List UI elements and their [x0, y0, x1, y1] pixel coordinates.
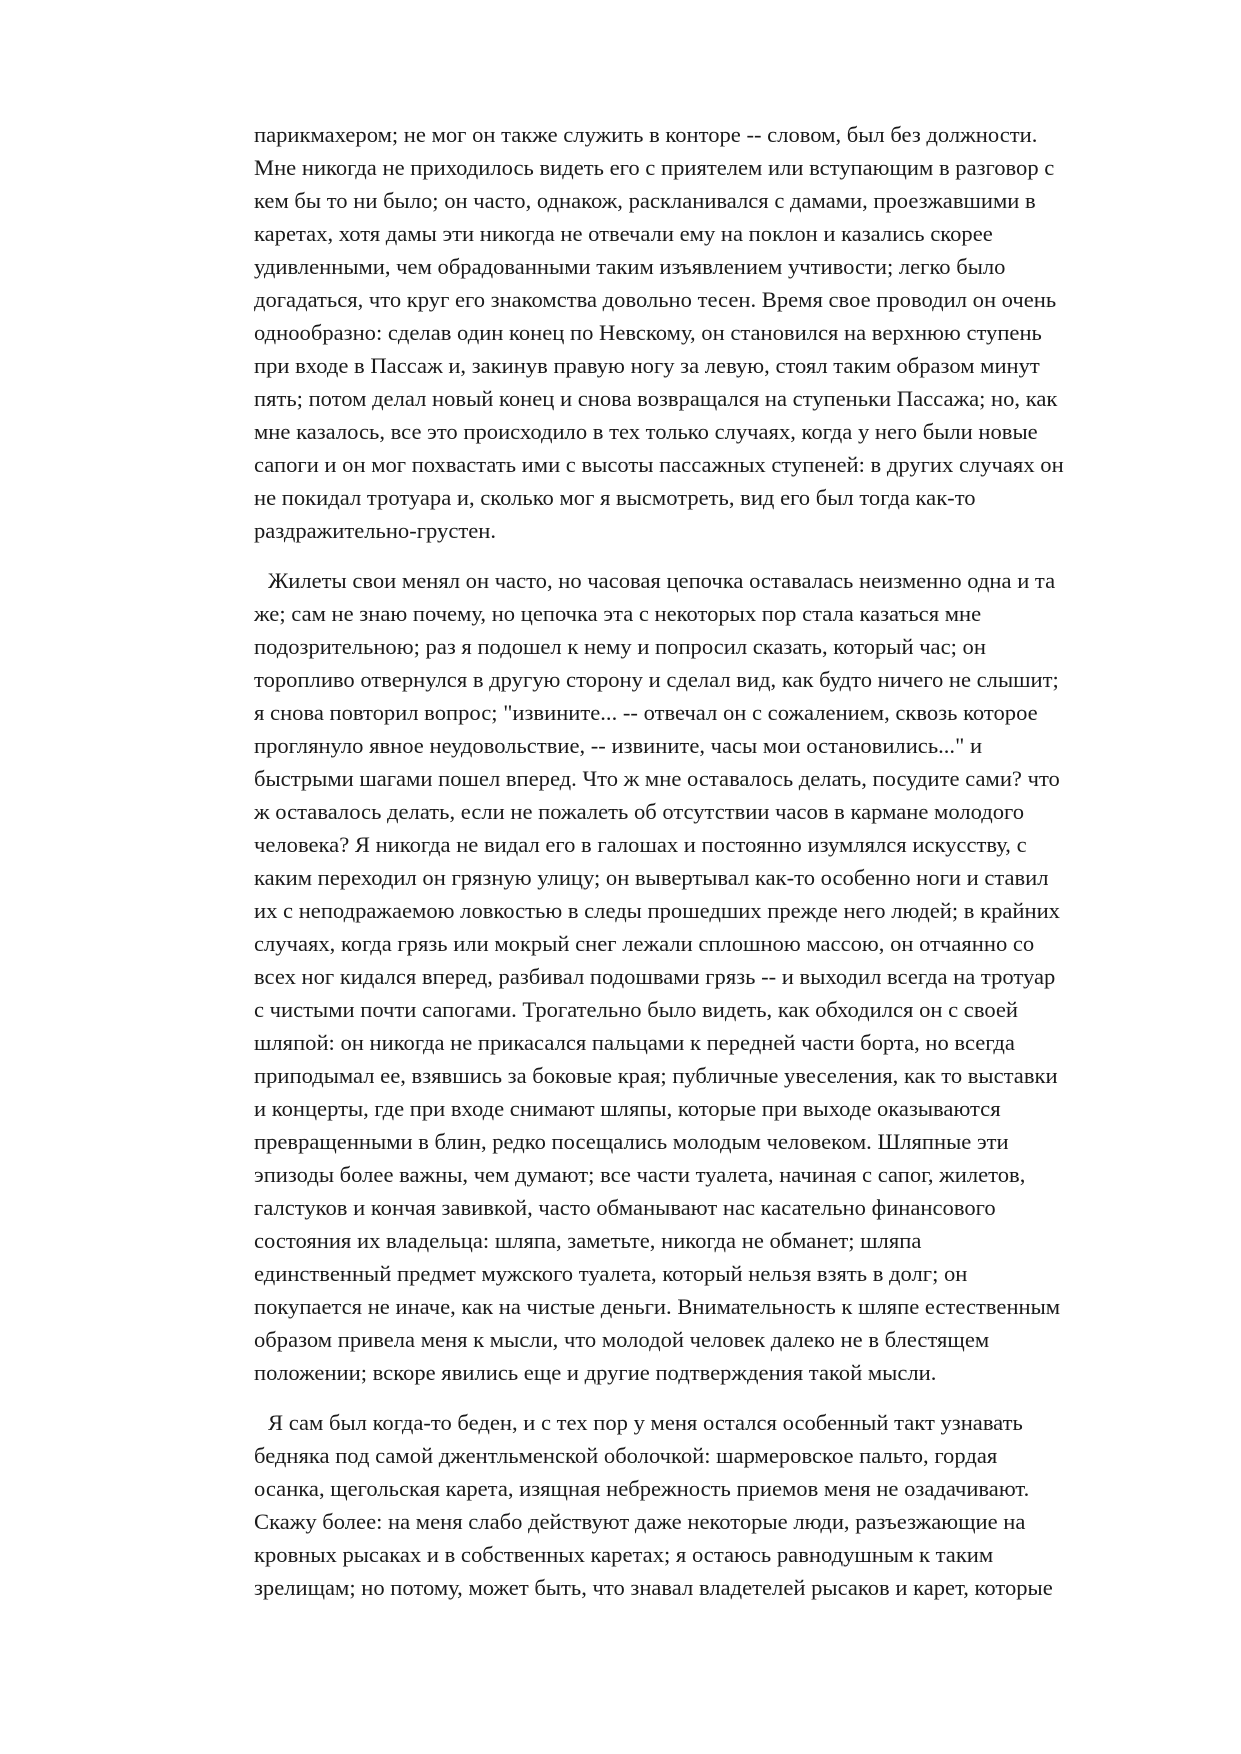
text-line: не покидал тротуара и, сколько мог я высмотреть, вид его был тогда как-то: [254, 485, 976, 510]
text-line: шляпой: он никогда не прикасался пальцами к передней части борта, но всегда: [254, 1030, 1015, 1055]
text-line: случаях, когда грязь или мокрый снег лежали сплошною массою, он отчаянно со: [254, 931, 1035, 956]
text-line: их с неподражаемою ловкостью в следы прошедших прежде него людей; в крайних: [254, 898, 1060, 923]
text-line: зрелищам; но потому, может быть, что знавал владетелей рысаков и карет, которые: [254, 1575, 1053, 1600]
text-line: раздражительно-грустен.: [254, 518, 496, 543]
text-line: Мне никогда не приходилось видеть его с приятелем или вступающим в разговор с: [254, 155, 1055, 180]
text-line: же; сам не знаю почему, но цепочка эта с некоторых пор стала казаться мне: [254, 601, 982, 626]
text-line: образом привела меня к мысли, что молодой человек далеко не в блестящем: [254, 1327, 990, 1352]
text-line: состояния их владельца: шляпа, заметьте, никогда не обманет; шляпа: [254, 1228, 922, 1253]
text-line: положении; вскоре явились еще и другие подтверждения такой мысли.: [254, 1360, 937, 1385]
text-line: Скажу более: на меня слабо действуют даже некоторые люди, разъезжающие на: [254, 1509, 1026, 1534]
paragraph-3: [254, 1406, 1154, 1604]
text-line: покупается не иначе, как на чистые деньги. Внимательность к шляпе естественным: [254, 1294, 1061, 1319]
text-line: сапоги и он мог похвастать ими с высоты пассажных ступеней: в других случаях он: [254, 452, 1064, 477]
text-line: каретах, хотя дамы эти никогда не отвечали ему на поклон и казались скорее: [254, 221, 993, 246]
text-line: пять; потом делал новый конец и снова возвращался на ступеньки Пассажа; но, как: [254, 386, 1058, 411]
text-line: человека? Я никогда не видал его в галошах и постоянно изумлялся искусству, с: [254, 832, 1027, 857]
text-line: галстуков и кончая завивкой, часто обманывают нас касательно финансового: [254, 1195, 996, 1220]
text-line: кем бы то ни было; он часто, однакож, раскланивался с дамами, проезжавшими в: [254, 188, 1036, 213]
text-line: Жилеты свои менял он часто, но часовая цепочка оставалась неизменно одна и та: [268, 568, 1056, 593]
text-line: бедняка под самой джентльменской оболочкой: шармеровское пальто, гордая: [254, 1443, 998, 1468]
text-line: быстрыми шагами пошел вперед. Что ж мне оставалось делать, посудите сами? что: [254, 766, 1060, 791]
paragraph-1: [254, 118, 1154, 547]
text-line: я снова повторил вопрос; "извините... -- отвечал он с сожалением, сквозь которое: [254, 700, 1038, 725]
text-line: подозрительною; раз я подошел к нему и попросил сказать, который час; он: [254, 634, 986, 659]
text-line: и концерты, где при входе снимают шляпы, которые при выходе оказываются: [254, 1096, 1001, 1121]
paragraph-2: [254, 564, 1154, 1389]
text-line: кровных рысаках и в собственных каретах; я остаюсь равнодушным к таким: [254, 1542, 994, 1567]
text-line: догадаться, что круг его знакомства довольно тесен. Время свое проводил он очень: [254, 287, 1057, 312]
text-line: единственный предмет мужского туалета, который нельзя взять в долг; он: [254, 1261, 968, 1286]
text-line: мне казалось, все это происходило в тех только случаях, когда у него были новые: [254, 419, 1038, 444]
text-block: [254, 118, 1154, 1604]
text-line: всех ног кидался вперед, разбивал подошвами грязь -- и выходил всегда на тротуар: [254, 964, 1056, 989]
text-line: осанка, щегольская карета, изящная небрежность приемов меня не озадачивают.: [254, 1476, 1030, 1501]
text-line: удивленными, чем обрадованными таким изъявлением учтивости; легко было: [254, 254, 1006, 279]
text-line: торопливо отвернулся в другую сторону и сделал вид, как будто ничего не слышит;: [254, 667, 1059, 692]
text-line: при входе в Пассаж и, закинув правую ногу за левую, стоял таким образом минут: [254, 353, 1040, 378]
text-line: однообразно: сделав один конец по Невскому, он становился на верхнюю ступень: [254, 320, 1042, 345]
text-line: превращенными в блин, редко посещались молодым человеком. Шляпные эти: [254, 1129, 1009, 1154]
text-line: ж оставалось делать, если не пожалеть об отсутствии часов в кармане молодого: [254, 799, 1025, 824]
text-line: парикмахером; не мог он также служить в конторе -- словом, был без должности.: [254, 122, 1038, 147]
text-line: проглянуло явное неудовольствие, -- извините, часы мои остановились..." и: [254, 733, 983, 758]
text-line: с чистыми почти сапогами. Трогательно было видеть, как обходился он с своей: [254, 997, 1019, 1022]
text-line: эпизоды более важны, чем думают; все части туалета, начиная с сапог, жилетов,: [254, 1162, 1026, 1187]
text-line: каким переходил он грязную улицу; он вывертывал как-то особенно ноги и ставил: [254, 865, 1049, 890]
text-line: приподымал ее, взявшись за боковые края; публичные увеселения, как то выставки: [254, 1063, 1058, 1088]
text-line: Я сам был когда-то беден, и с тех пор у меня остался особенный такт узнавать: [268, 1410, 1023, 1435]
